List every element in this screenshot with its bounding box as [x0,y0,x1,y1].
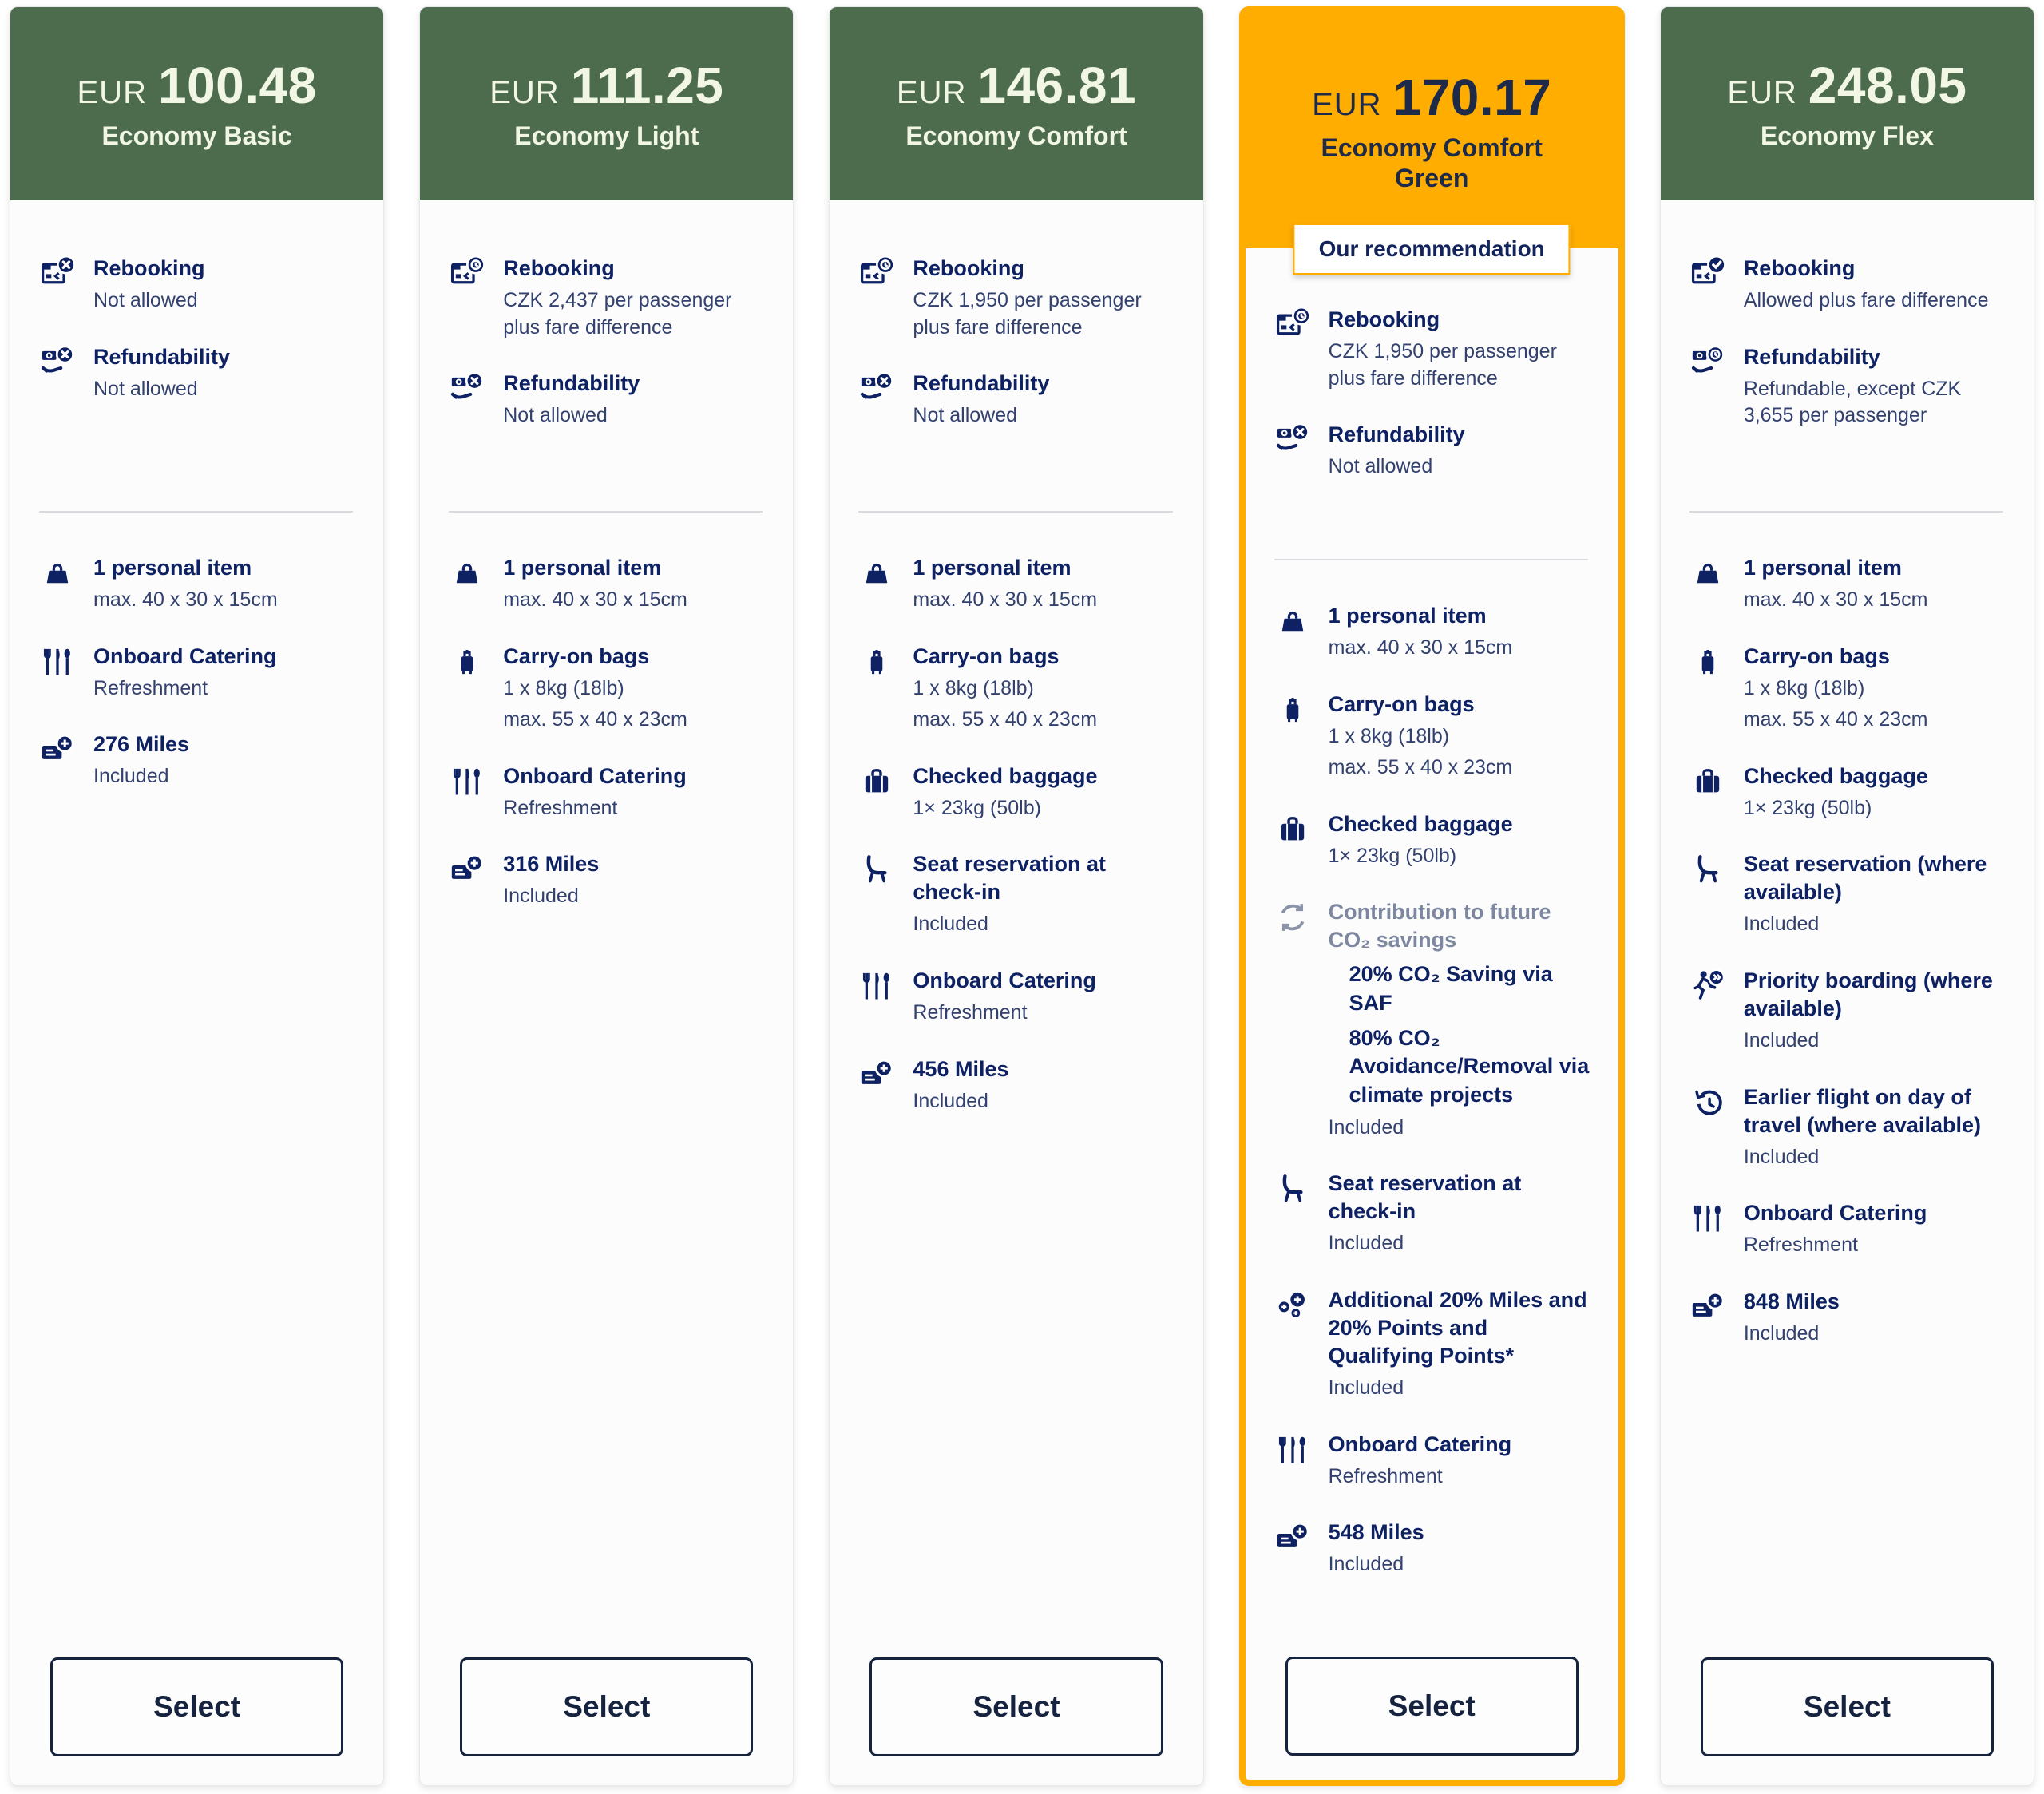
refund-partial-icon [1689,343,1744,430]
feature-title: Rebooking [503,256,615,280]
fare-header [420,7,793,200]
personal-item-icon [858,554,913,614]
feature-desc: max. 40 x 30 x 15cm [1328,636,1513,659]
feature-desc: Refundable, except CZK 3,655 per passenger [1743,377,1962,427]
refund-not-allowed-icon [39,343,93,403]
carry-on-icon [858,643,913,734]
feature-rebooking [39,255,359,315]
bonus-plus-icon [1274,1286,1329,1402]
feature-onboard-catering [1689,1199,2010,1259]
seat-icon [1689,850,1744,938]
feature-refundability [858,370,1178,430]
catering-icon [1689,1199,1744,1259]
flexibility-features [830,200,1202,511]
fare-header [1246,13,1618,261]
feature-priority-boarding [1689,967,2010,1055]
feature-desc: Included [1743,1145,1820,1168]
feature-title: Onboard Catering [503,763,687,788]
feature-title: Refundability [1743,344,1880,369]
feature-subitem: 20% CO₂ Saving via SAF [1349,962,1553,1016]
flexibility-features [10,200,383,511]
feature-desc: Not allowed [913,404,1018,427]
feature-title: Refundability [913,371,1050,396]
feature-desc: Included [1743,1029,1820,1052]
feature-desc: Not allowed [93,377,198,400]
feature-title: Onboard Catering [93,644,277,668]
fare-price [77,56,317,115]
feature-carry-on-bags [1689,643,2010,734]
flexibility-features [1661,200,2034,511]
feature-rebooking [1689,255,2010,315]
personal-item-icon [449,554,503,614]
feature-title: Contribution to future CO₂ savings [1328,900,1551,952]
feature-title: Seat reservation at check-in [1328,1171,1522,1224]
feature-personal-item [1689,554,2010,614]
feature-desc: 1× 23kg (50lb) [913,796,1041,819]
seat-icon [1274,1170,1329,1257]
rebooking-not-allowed-icon [39,255,93,315]
carry-on-icon [1689,643,1744,734]
miles-card-icon [1274,1519,1329,1578]
co2-savings-icon [1274,898,1329,1141]
feature-miles [449,850,769,910]
fare-header [10,7,383,200]
feature-onboard-catering [39,643,359,703]
feature-seat-reservation [1689,850,2010,938]
section-divider [1274,559,1588,560]
personal-item-icon [1274,602,1329,662]
checked-baggage-icon [858,762,913,822]
catering-icon [449,762,503,822]
feature-desc: 1× 23kg (50lb) [1743,796,1872,819]
feature-refundability [39,343,359,403]
feature-miles [858,1055,1178,1115]
feature-desc: Refreshment [93,676,208,699]
recommendation-badge: Our recommendation [1293,224,1571,275]
feature-desc: Included [1328,1115,1404,1139]
select-button[interactable]: Select [1701,1657,1994,1756]
currency-label: EUR [896,75,967,111]
fare-price [897,56,1136,115]
priority-boarding-icon [1689,967,1744,1055]
feature-earlier-flight [1689,1083,2010,1171]
feature-personal-item [39,554,359,614]
currency-label: EUR [1312,86,1382,122]
feature-desc: 1 x 8kg (18lb) [503,676,624,699]
feature-title: 848 Miles [1743,1289,1840,1313]
feature-title: Seat reservation (where available) [1743,852,1987,905]
feature-personal-item [858,554,1178,614]
feature-desc: Refreshment [913,1001,1028,1024]
feature-title: 276 Miles [93,732,190,757]
select-button[interactable]: Select [460,1657,753,1756]
service-features [830,554,1202,1143]
feature-title: Additional 20% Miles and 20% Points and Qualifying Points* [1328,1287,1587,1368]
feature-miles [39,731,359,790]
price-amount: 111.25 [570,57,724,115]
service-features [10,554,383,819]
feature-title: 456 Miles [913,1056,1009,1081]
miles-card-icon [39,731,93,790]
feature-title: Refundability [503,371,640,396]
feature-title: Onboard Catering [1743,1201,1927,1226]
feature-desc: Included [1743,1322,1820,1345]
section-divider [39,511,353,513]
feature-title: Onboard Catering [1328,1432,1512,1456]
feature-checked-baggage [858,762,1178,822]
price-amount: 100.48 [157,57,317,115]
feature-desc: Included [1328,1232,1404,1255]
checked-baggage-icon [1274,810,1329,870]
catering-icon [39,643,93,703]
feature-rebooking [1274,306,1594,392]
feature-subitem: 80% CO₂ Avoidance/Removal via climate projects [1349,1025,1590,1107]
feature-desc: Not allowed [93,289,198,312]
feature-title: Carry-on bags [913,644,1060,668]
feature-carry-on-bags [858,643,1178,734]
fare-name: Economy Flex [1760,121,1934,151]
flexibility-features [420,200,793,511]
feature-checked-baggage [1689,762,2010,822]
feature-desc: Included [1328,1553,1404,1576]
feature-title: Rebooking [93,256,205,280]
checked-baggage-icon [1689,762,1744,822]
carry-on-icon [449,643,503,734]
feature-title: 1 personal item [1328,604,1487,628]
feature-title: Checked baggage [1328,811,1513,836]
price-amount: 170.17 [1392,68,1552,126]
feature-desc: CZK 1,950 per passenger plus fare difference [913,289,1142,339]
fare-header [1661,7,2034,200]
feature-desc: max. 40 x 30 x 15cm [93,588,278,612]
feature-desc: Allowed plus fare difference [1743,289,1989,312]
fare-price [1312,68,1551,127]
feature-desc: max. 40 x 30 x 15cm [503,588,687,612]
price-amount: 146.81 [977,57,1137,115]
feature-personal-item [449,554,769,614]
catering-icon [1274,1431,1329,1491]
feature-title: 316 Miles [503,852,600,877]
feature-desc: Included [1743,913,1820,936]
section-divider [449,511,763,513]
currency-label: EUR [489,75,560,111]
feature-desc: max. 55 x 40 x 23cm [503,708,687,731]
fare-name: Economy Comfort Green [1321,133,1543,192]
feature-desc: Not allowed [1328,455,1433,478]
feature-checked-baggage [1274,810,1594,870]
fare-name: Economy Comfort [905,121,1127,151]
feature-desc: Included [93,765,169,788]
feature-title: Carry-on bags [1328,691,1475,716]
fare-name: Economy Basic [101,121,292,151]
feature-desc: Included [913,913,988,936]
service-features [1246,602,1618,1607]
service-features [420,554,793,939]
feature-miles [1274,1519,1594,1578]
feature-carry-on-bags [449,643,769,734]
section-divider [858,511,1172,513]
personal-item-icon [39,554,93,614]
feature-carry-on-bags [1274,691,1594,782]
feature-seat-reservation [858,850,1178,938]
feature-desc: CZK 1,950 per passenger plus fare difference [1328,340,1557,390]
feature-title: Carry-on bags [1743,644,1890,668]
feature-title: Carry-on bags [503,644,650,668]
refund-not-allowed-icon [1274,421,1329,481]
fare-header [830,7,1202,200]
carry-on-icon [1274,691,1329,782]
feature-desc: max. 55 x 40 x 23cm [1743,708,1928,731]
feature-desc: Refreshment [1328,1464,1443,1487]
refund-not-allowed-icon [858,370,913,430]
feature-title: 1 personal item [503,556,662,580]
feature-title: 1 personal item [1743,556,1902,580]
feature-desc: Included [913,1089,988,1112]
feature-desc: Refreshment [1743,1234,1858,1257]
feature-title: Refundability [93,344,231,369]
fare-card-economy-basic [10,6,384,1786]
currency-label: EUR [77,75,147,111]
feature-onboard-catering [1274,1431,1594,1491]
select-button[interactable]: Select [869,1657,1163,1756]
select-button[interactable]: Select [50,1657,343,1756]
section-divider [1689,511,2003,513]
feature-desc: 1 x 8kg (18lb) [1743,676,1865,699]
feature-desc: Included [1328,1376,1404,1400]
feature-desc: max. 40 x 30 x 15cm [913,588,1098,612]
feature-title: Rebooking [913,256,1024,280]
fare-card-economy-flex [1660,6,2034,1786]
feature-title: Rebooking [1743,256,1856,280]
feature-desc: max. 55 x 40 x 23cm [913,708,1098,731]
feature-desc: 1× 23kg (50lb) [1328,844,1457,867]
feature-title: 548 Miles [1328,1520,1424,1545]
rebooking-allowed-icon [1689,255,1744,315]
feature-title: Seat reservation at check-in [913,852,1107,905]
rebooking-fee-icon [858,255,913,341]
feature-title: Onboard Catering [913,968,1096,992]
feature-miles [1689,1288,2010,1348]
feature-title: Earlier flight on day of travel (where available) [1743,1084,1981,1137]
feature-desc: 1 x 8kg (18lb) [1328,724,1450,747]
feature-title: 1 personal item [93,556,252,580]
feature-refundability [449,370,769,430]
feature-co2-contribution [1274,898,1594,1141]
feature-seat-reservation [1274,1170,1594,1257]
feature-title: Rebooking [1328,307,1440,331]
feature-title: Checked baggage [1743,763,1928,788]
fare-card-economy-comfort [829,6,1203,1786]
miles-card-icon [1689,1288,1744,1348]
feature-desc: max. 40 x 30 x 15cm [1743,588,1928,612]
catering-icon [858,967,913,1027]
feature-desc: Refreshment [503,796,618,819]
earlier-flight-icon [1689,1083,1744,1171]
miles-card-icon [449,850,503,910]
feature-refundability [1274,421,1594,481]
feature-onboard-catering [858,967,1178,1027]
select-button[interactable]: Select [1285,1657,1579,1756]
feature-title: 1 personal item [913,556,1072,580]
feature-rebooking [858,255,1178,341]
fare-price [489,56,723,115]
personal-item-icon [1689,554,1744,614]
miles-card-icon [858,1055,913,1115]
feature-desc: max. 55 x 40 x 23cm [1328,756,1513,779]
fare-price [1727,56,1967,115]
currency-label: EUR [1727,75,1797,111]
fare-name: Economy Light [514,121,699,151]
feature-rebooking [449,255,769,341]
feature-desc: Included [503,885,579,908]
feature-refundability [1689,343,2010,430]
refund-not-allowed-icon [449,370,503,430]
feature-onboard-catering [449,762,769,822]
flexibility-features [1246,248,1618,559]
fare-card-economy-comfort-green [1239,6,1625,1786]
feature-desc: CZK 2,437 per passenger plus fare difference [503,289,732,339]
fare-card-economy-light [419,6,794,1786]
feature-bonus-miles [1274,1286,1594,1402]
rebooking-fee-icon [449,255,503,341]
feature-title: Priority boarding (where available) [1743,968,1993,1021]
feature-personal-item [1274,602,1594,662]
service-features [1661,554,2034,1376]
feature-title: Checked baggage [913,763,1098,788]
seat-icon [858,850,913,938]
feature-desc: Not allowed [503,404,608,427]
feature-desc: 1 x 8kg (18lb) [913,676,1034,699]
feature-title: Refundability [1328,422,1465,447]
price-amount: 248.05 [1808,57,1967,115]
rebooking-fee-icon [1274,306,1329,392]
